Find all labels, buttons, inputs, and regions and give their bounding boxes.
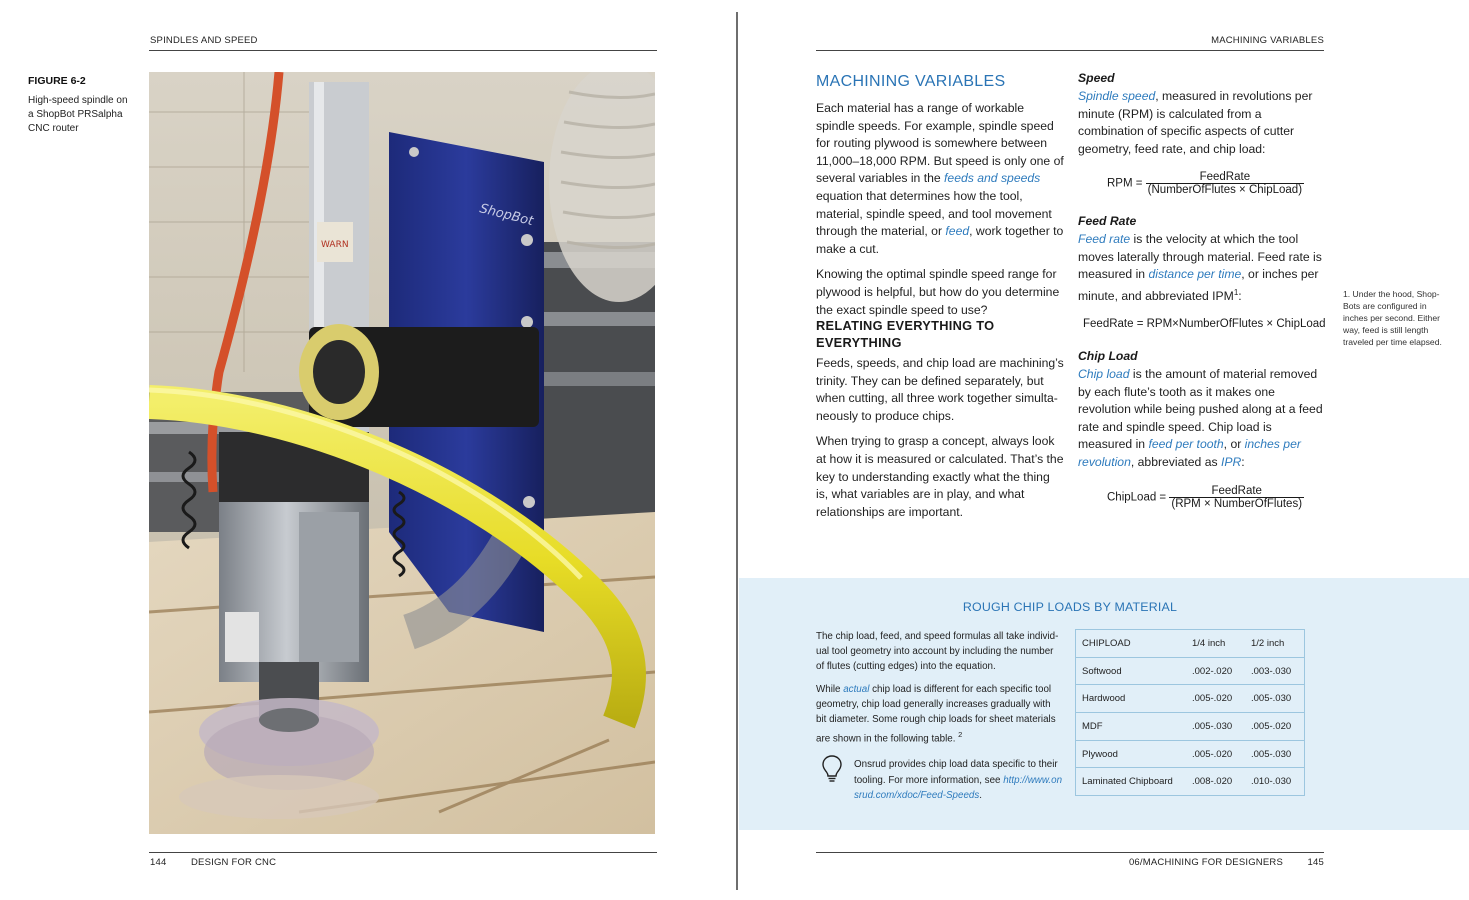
table-row: [1076, 740, 1305, 768]
table-cell: .005-.020: [1186, 685, 1245, 713]
inches-per-revolution-link[interactable]: inches per revolution: [1078, 437, 1301, 469]
table-cell: .005-.030: [1245, 685, 1305, 713]
figure-caption: High-speed spindle on a ShopBot PRSalpha CNC router: [28, 95, 128, 134]
column-one-lower: [816, 355, 1064, 529]
left-page-number: 144: [150, 857, 167, 868]
table-row: [1076, 713, 1305, 741]
table-cell: Laminated Chipboard: [1076, 768, 1187, 796]
table-cell: Hardwood: [1076, 685, 1187, 713]
distance-per-time-link[interactable]: distance per time: [1148, 267, 1242, 282]
feed-rate-heading: Feed Rate: [1078, 214, 1137, 228]
feed-rate-link[interactable]: Feed rate: [1078, 232, 1131, 246]
rpm-formula: RPM = $\frac{\text{FeedRate}}{\text{(NumberOfFlutes × ChipLoad)}}$: [1107, 171, 1303, 196]
onsrud-url-link[interactable]: http://www.onsrud.com/xdoc/Feed-Speeds: [854, 774, 1063, 801]
spindle-photo: [149, 72, 655, 834]
ipr-link[interactable]: IPR: [1220, 454, 1242, 469]
sidebar-title: ROUGH CHIP LOADS BY MATERIAL: [962, 600, 1178, 614]
table-row: [1076, 657, 1305, 685]
sidebar-paragraph-2: While actual chip load is different for each specific tool geometry, chip load generally increases gradually with bit diameter. Some rough chip loads for sheet materials are shown in the following table. $^2$: [816, 683, 1056, 745]
table-cell: .008-.020: [1186, 768, 1245, 796]
figure-label: FIGURE 6-2: [28, 75, 86, 87]
column-one: [816, 100, 1064, 327]
chip-load-link[interactable]: Chip load: [1078, 367, 1130, 381]
table-row: [1076, 685, 1305, 713]
table-cell: .010-.030: [1245, 768, 1305, 796]
chipload-table-wrap: [1075, 629, 1305, 796]
table-cell: .005-.020: [1186, 740, 1245, 768]
table-cell: .003-.030: [1245, 657, 1305, 685]
table-cell: MDF: [1076, 713, 1187, 741]
left-running-head: SPINDLES AND SPEED: [150, 35, 258, 46]
right-page-number: 145: [1307, 857, 1324, 868]
table-cell: .005-.020: [1245, 713, 1305, 741]
intro-paragraph-2: Knowing the optimal spindle speed range for plywood is helpful, but how do you determine the exact spindle speed to use?: [816, 267, 1060, 317]
feed-rate-paragraph: Feed rate is the velocity at which the tool moves laterally through material. Feed rate is measured in distance per time, or inches per minute, and abbreviated IPM$^1$:: [1078, 232, 1322, 303]
table-cell: .002-.020: [1186, 657, 1245, 685]
table-cell: .005-.030: [1245, 740, 1305, 768]
subsection-heading: RELATING EVERYTHING TO EVERYTHING: [816, 318, 995, 350]
lightbulb-icon: [820, 754, 844, 789]
right-header-rule: [816, 50, 1324, 51]
rpm-fraction: $\frac{\text{FeedRate}}{\text{(NumberOfFlutes × ChipLoad)}}$: [1147, 171, 1303, 196]
right-footer-rule: [816, 852, 1324, 853]
footnote-ref-2: 2: [958, 730, 963, 740]
sidenote-1: 1. Under the hood, ShopBots are configured in inches per second. Either way, feed is still length traveled per time elapsed.: [1343, 289, 1442, 347]
section-title: MACHINING VARIABLES: [816, 73, 1006, 90]
left-header-rule: [149, 50, 657, 51]
sidebar-paragraph-1: The chip load, feed, and speed formulas all take individual tool geometry into account by including the number of flutes (cutting edges) into the equation.: [816, 631, 1059, 673]
table-cell: Plywood: [1076, 740, 1187, 768]
photo-warning-label: WARN: [321, 240, 349, 250]
table-header-row: [1076, 630, 1305, 658]
book-spine: [736, 12, 738, 890]
actual-link[interactable]: actual: [843, 683, 870, 695]
chip-load-paragraph: Chip load is the amount of material removed by each flute’s tooth as it makes one revolution while being pushed along at a feed rate and spindle speed. Chip load is measured in feed per tooth, or inches per revolution, abbreviated as IPR:: [1078, 367, 1323, 469]
feedrate-formula: FeedRate = RPM×NumberOfFlutes × ChipLoad: [1083, 318, 1326, 330]
chipload-table: [1075, 629, 1305, 796]
intro-paragraph-1: Each material has a range of workable spindle speeds. For example, spindle speed for routing plywood is somewhere between 11,000–18,000 RPM. But speed is only one of several variables in the feeds and speeds equation that determines how the tool, material, spindle speed, and tool movement through the material, or feed, work together to make a cut.: [816, 101, 1064, 256]
left-footer-rule: [149, 852, 657, 853]
feed-link[interactable]: feed: [945, 224, 970, 239]
speed-heading: Speed: [1078, 71, 1115, 85]
chipload-formula: ChipLoad = $\frac{\text{FeedRate}}{\text{(RPM × NumberOfFlutes)}}$: [1107, 485, 1303, 510]
right-footer-title: 06/MACHINING FOR DESIGNERS: [1128, 857, 1283, 868]
table-cell: Softwood: [1076, 657, 1187, 685]
left-footer-title: DESIGN FOR CNC: [191, 857, 277, 868]
sidebar-text: [816, 629, 1062, 754]
section-paragraph-2: When trying to grasp a concept, always look at how it is measured or calculated. That’s the key to understanding exactly what the thing is, what variables are in play, and what relationships are important.: [816, 434, 1064, 519]
table-row: [1076, 768, 1305, 796]
table-header-cell: CHIPLOAD: [1076, 630, 1187, 658]
spindle-speed-link[interactable]: Spindle speed: [1078, 89, 1156, 103]
chip-load-heading: Chip Load: [1078, 349, 1138, 363]
photo-brand-label: ShopBot: [478, 201, 535, 230]
feeds-and-speeds-link[interactable]: feeds and speeds: [944, 171, 1041, 186]
footnote-ref-1: 1: [1233, 287, 1239, 297]
chipload-fraction: $\frac{\text{FeedRate}}{\text{(RPM × NumberOfFlutes)}}$: [1171, 485, 1303, 510]
table-header-cell: 1/4 inch: [1186, 630, 1245, 658]
speed-paragraph: Spindle speed, measured in revolutions per minute (RPM) is calculated from a combination of specific aspects of cutter geometry, feed rate, and chip load:: [1078, 89, 1313, 156]
table-header-cell: 1/2 inch: [1245, 630, 1305, 658]
feed-per-tooth-link[interactable]: feed per tooth: [1148, 437, 1224, 452]
tip-text: Onsrud provides chip load data specific to their tooling. For more information, see http://www.onsrud.com/xdoc/Feed-Speeds.: [854, 759, 1063, 801]
right-running-head: MACHINING VARIABLES: [1211, 35, 1324, 46]
section-paragraph-1: Feeds, speeds, and chip load are machining’s trinity. They can be defined separately, but when cutting, all three work together simultaneously to produce chips.: [816, 356, 1064, 423]
table-cell: .005-.030: [1186, 713, 1245, 741]
